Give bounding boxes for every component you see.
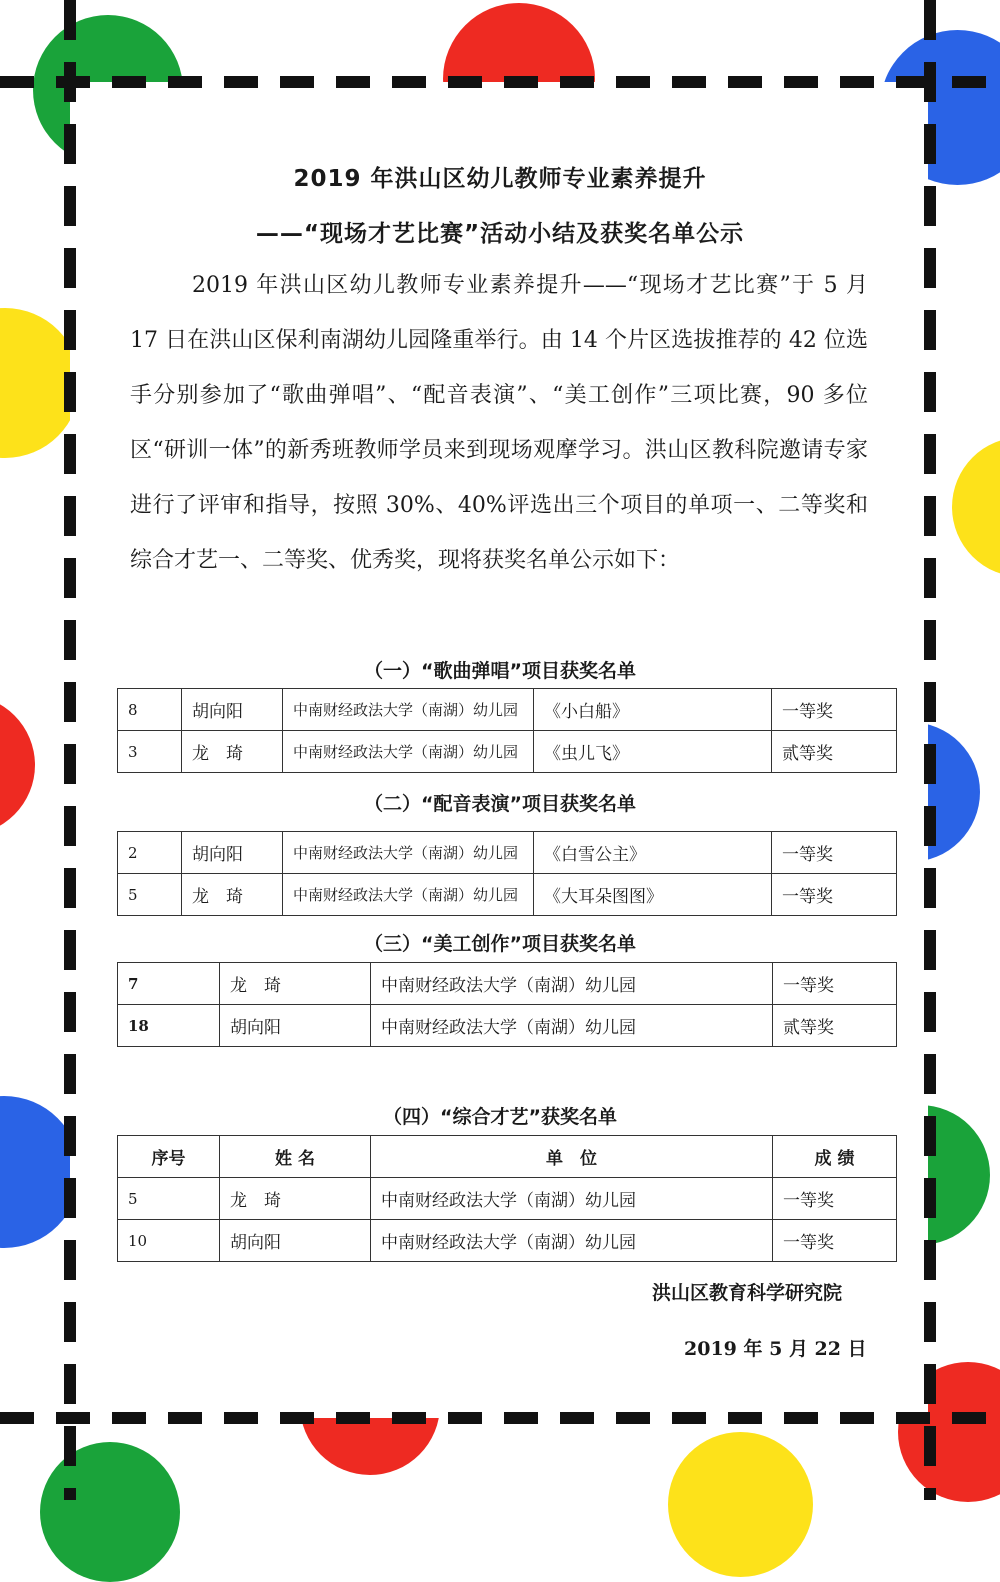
section-1-title: （一）“歌曲弹唱”项目获奖名单	[364, 660, 636, 682]
winner-unit: 中南财经政法大学（南湖）幼儿园	[283, 731, 534, 773]
row-number: 5	[118, 874, 182, 916]
section-2-title: （二）“配音表演”项目获奖名单	[364, 793, 636, 815]
winner-name: 胡向阳	[220, 1220, 371, 1262]
section-2-table	[117, 831, 897, 916]
award-level: 一等奖	[772, 832, 897, 874]
winner-unit: 中南财经政法大学（南湖）幼儿园	[371, 963, 773, 1005]
winner-unit: 中南财经政法大学（南湖）幼儿园	[283, 832, 534, 874]
row-number: 8	[118, 689, 182, 731]
work-title: 《小白船》	[534, 689, 772, 731]
winner-name: 胡向阳	[220, 1005, 371, 1047]
header-unit: 单 位	[371, 1136, 773, 1178]
issuer-org: 洪山区教育科学研究院	[652, 1282, 843, 1304]
document-subtitle: ——“现场才艺比赛”活动小结及获奖名单公示	[255, 221, 745, 247]
table-row	[118, 1005, 897, 1047]
table-row	[118, 874, 897, 916]
green-dot-bottom-left	[40, 1442, 180, 1582]
table-row	[118, 1220, 897, 1262]
winner-name: 龙 琦	[220, 963, 371, 1005]
award-level: 一等奖	[773, 1178, 897, 1220]
section-3-table	[117, 962, 897, 1047]
award-level: 一等奖	[772, 689, 897, 731]
row-number: 3	[118, 731, 182, 773]
section-4-table	[117, 1135, 897, 1262]
winner-unit: 中南财经政法大学（南湖）幼儿园	[371, 1178, 773, 1220]
summary-text: 2019 年洪山区幼儿教师专业素养提升——“现场才艺比赛”于 5 月 17 日在洪山区保利南湖幼儿园隆重举行。由 14 个片区选拔推荐的 42 位选手分别参加了“歌曲弹唱”、“配音表演”、“美工创作”三项比赛，90 多位区“研训一体”的新秀班教师学员来到现场观摩学习。洪山区教科院邀请专家进行了评审和指导，按照 30%、40%评选出三个项目的单项一、二等奖和综合才艺一、二等奖、优秀奖，现将获奖名单公示如下：	[130, 273, 868, 573]
issue-date: 2019 年 5 月 22 日	[684, 1338, 867, 1360]
row-number: 7	[118, 963, 220, 1005]
row-number: 5	[118, 1178, 220, 1220]
header-award: 成 绩	[773, 1136, 897, 1178]
table-row	[118, 689, 897, 731]
winner-name: 胡向阳	[182, 689, 283, 731]
section-3-title: （三）“美工创作”项目获奖名单	[364, 933, 636, 955]
award-level: 贰等奖	[772, 731, 897, 773]
summary-paragraph	[130, 258, 868, 588]
award-level: 一等奖	[773, 963, 897, 1005]
dashed-border-bottom	[0, 1412, 1000, 1424]
winner-unit: 中南财经政法大学（南湖）幼儿园	[371, 1005, 773, 1047]
yellow-dot-bottom	[668, 1432, 813, 1577]
dashed-border-top	[0, 76, 1000, 88]
winner-name: 龙 琦	[182, 874, 283, 916]
award-level: 一等奖	[773, 1220, 897, 1262]
table-row	[118, 963, 897, 1005]
section-1-table	[117, 688, 897, 773]
row-number: 10	[118, 1220, 220, 1262]
work-title: 《大耳朵图图》	[534, 874, 772, 916]
winner-name: 龙 琦	[182, 731, 283, 773]
section-4-title: （四）“综合才艺”获奖名单	[383, 1106, 617, 1128]
award-level: 贰等奖	[773, 1005, 897, 1047]
award-level: 一等奖	[772, 874, 897, 916]
table-header-row	[118, 1136, 897, 1178]
row-number: 18	[118, 1005, 220, 1047]
work-title: 《白雪公主》	[534, 832, 772, 874]
winner-unit: 中南财经政法大学（南湖）幼儿园	[283, 689, 534, 731]
winner-name: 胡向阳	[182, 832, 283, 874]
table-row	[118, 832, 897, 874]
header-name: 姓 名	[220, 1136, 371, 1178]
header-number: 序号	[118, 1136, 220, 1178]
table-row	[118, 1178, 897, 1220]
winner-unit: 中南财经政法大学（南湖）幼儿园	[371, 1220, 773, 1262]
document-title: 2019 年洪山区幼儿教师专业素养提升	[293, 166, 707, 192]
table-row	[118, 731, 897, 773]
work-title: 《虫儿飞》	[534, 731, 772, 773]
row-number: 2	[118, 832, 182, 874]
winner-name: 龙 琦	[220, 1178, 371, 1220]
winner-unit: 中南财经政法大学（南湖）幼儿园	[283, 874, 534, 916]
yellow-dot-right	[952, 437, 1000, 577]
